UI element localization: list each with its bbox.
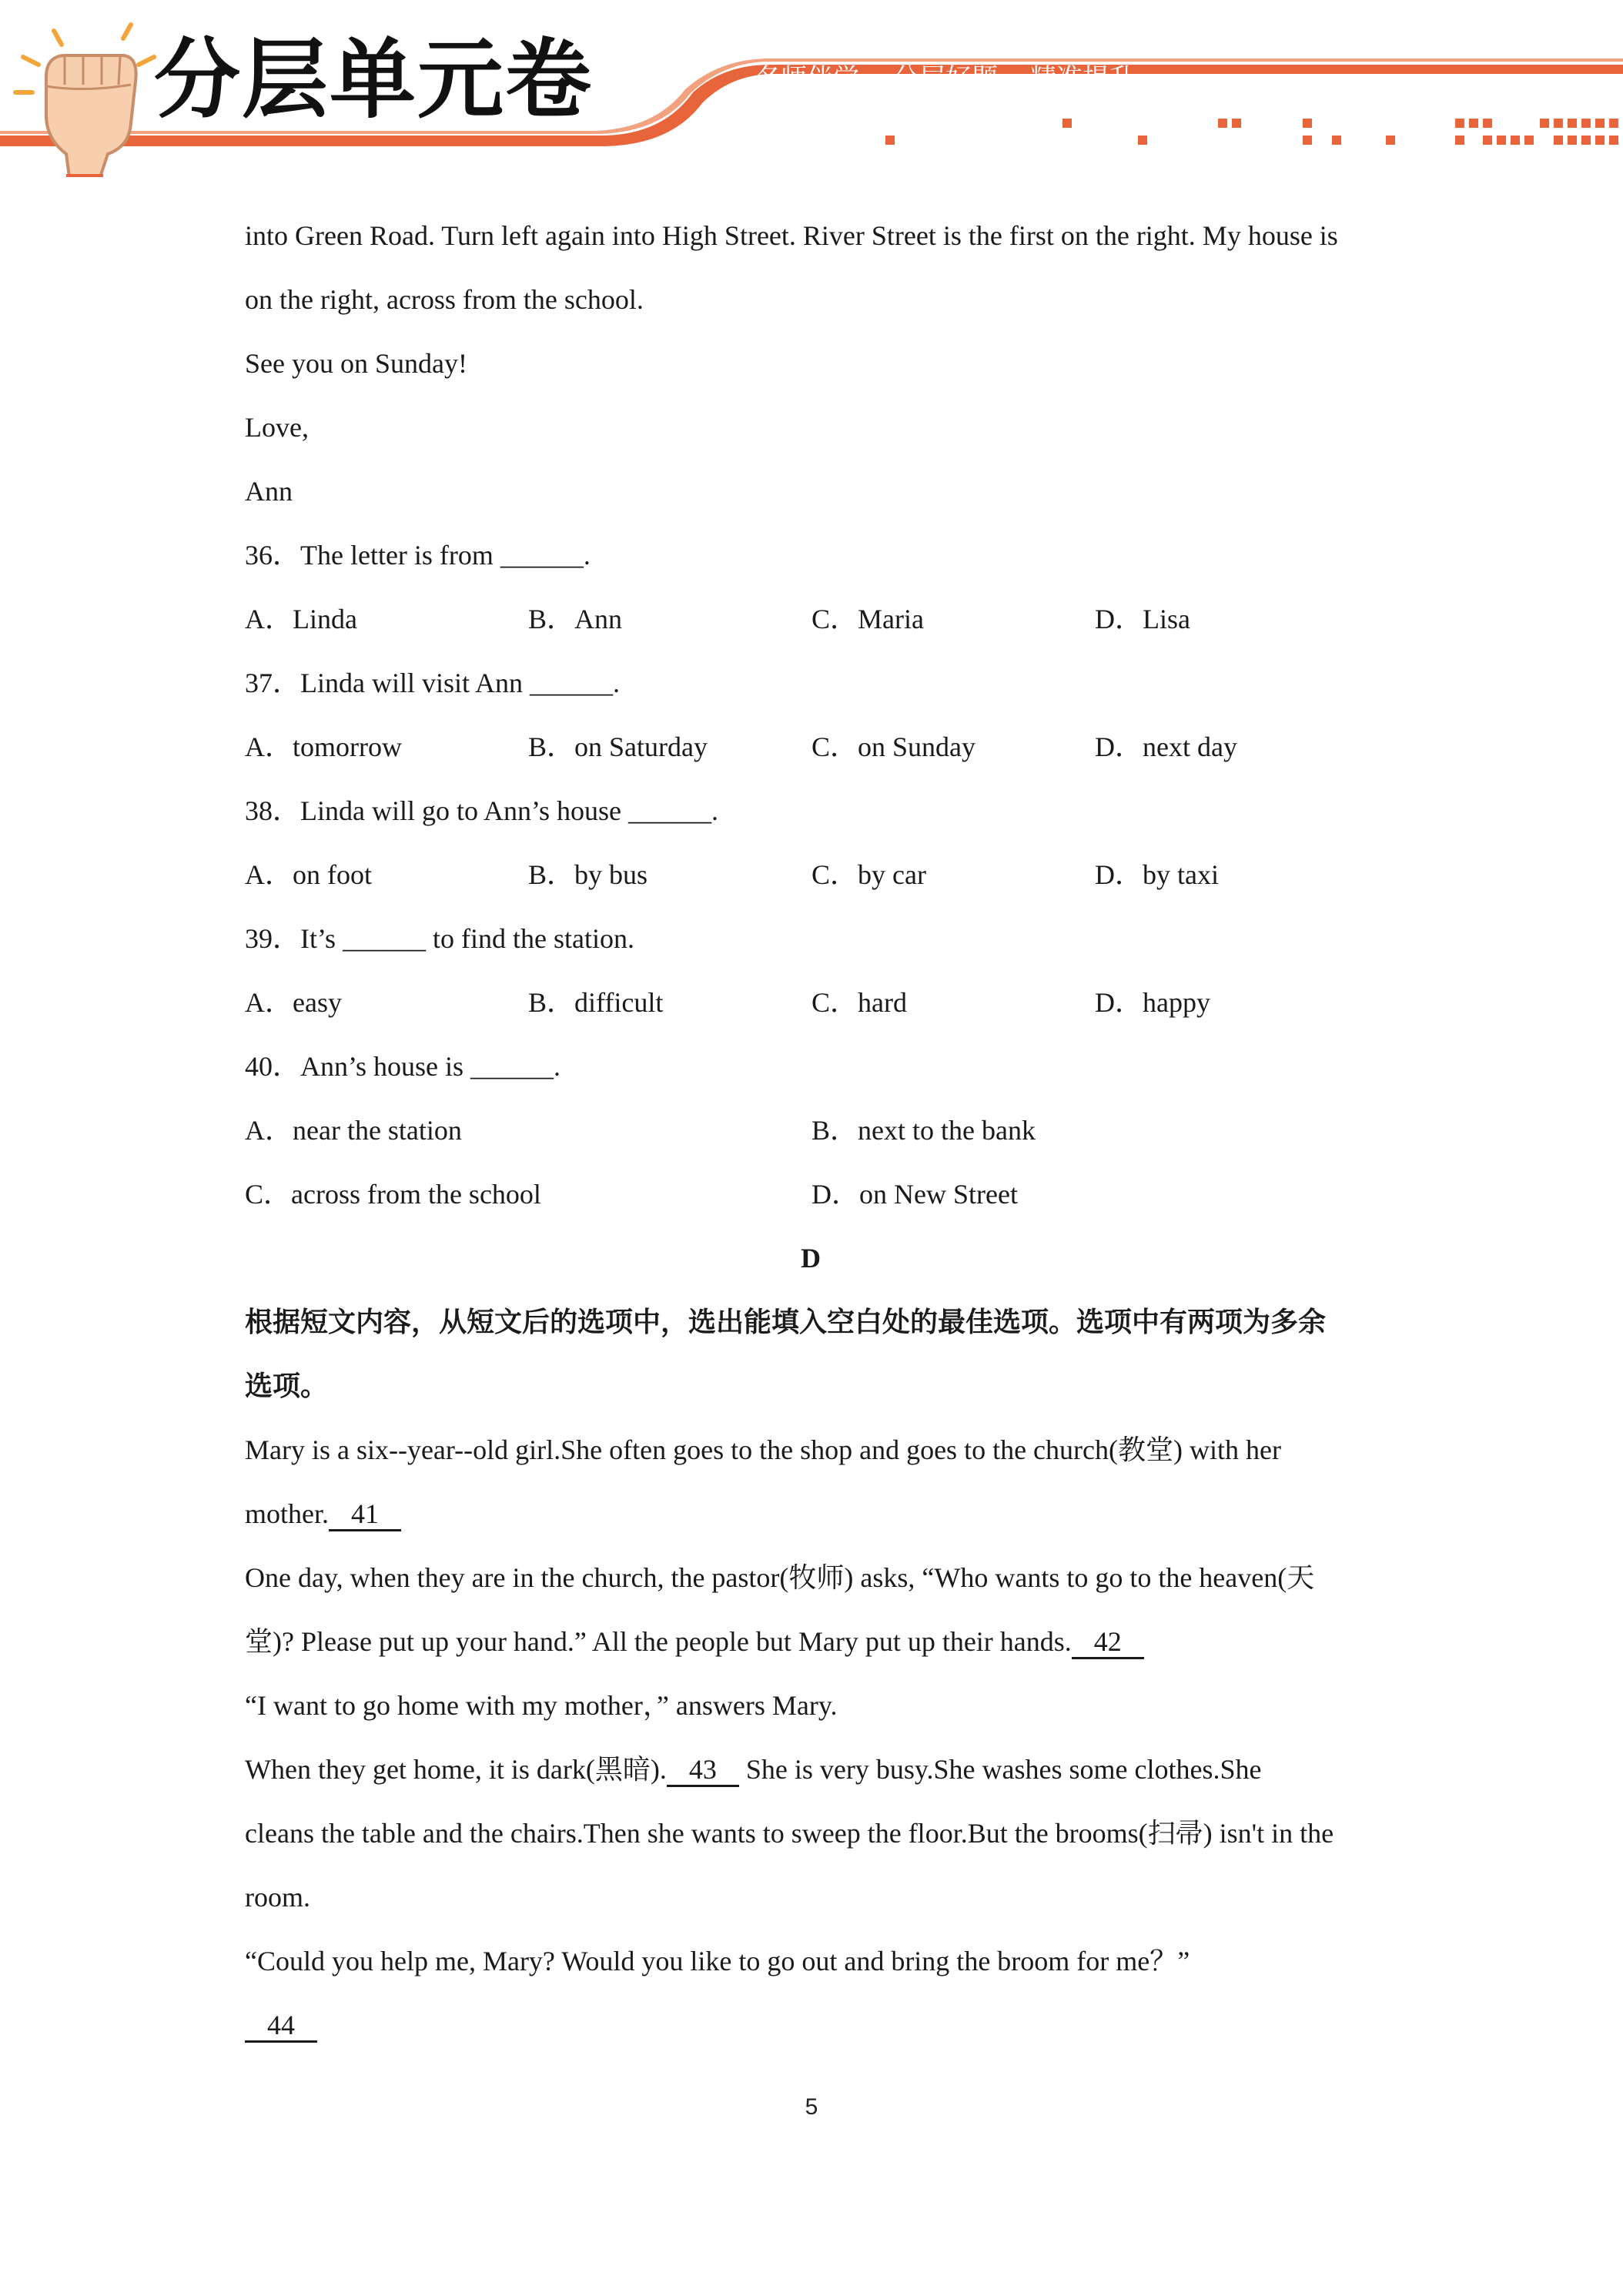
option-b[interactable]: B．on Saturday [528,731,708,762]
option-c[interactable]: C．on Sunday [812,731,976,762]
passage-line: Ann [245,476,293,507]
passage-text: “Could you help me, Mary? Would you like to go out and bring the broom for me？” [245,1946,1190,1976]
option-a[interactable]: A．tomorrow [245,731,402,762]
options-40-row2 [245,1163,1400,1227]
passage-text: One day, when they are in the church, the pastor(牧师) asks, “Who wants to go to the heaven(天 [245,1562,1315,1593]
passage-line: on the right, across from the school. [245,284,644,315]
options-38 [245,843,1400,907]
question-stem-36: 36．The letter is from ______. [245,540,591,571]
passage-line: into Green Road. Turn left again into High Street. River Street is the first on the right. My house is [245,220,1338,251]
options-36 [245,587,1400,651]
passage-line [245,1610,1400,1674]
option-c[interactable]: C．across from the school [245,1179,541,1210]
option-b[interactable]: B．difficult [528,987,664,1018]
passage-text: “I want to go home with my mother，” answers Mary. [245,1690,838,1721]
option-c[interactable]: C．Maria [812,604,924,634]
passage-line: Love, [245,412,309,443]
option-b[interactable]: B．Ann [528,604,623,634]
option-c[interactable]: C．by car [812,859,926,890]
passage-text: 堂)? Please put up your hand.” All the people but Mary put up their hands. [245,1626,1072,1657]
section-instruction-cont: 选项。 [245,1371,329,1402]
option-a[interactable]: A．on foot [245,859,372,890]
option-a[interactable]: A．easy [245,987,342,1018]
passage-text: mother. [245,1498,329,1529]
question-stem-38: 38．Linda will go to Ann’s house ______. [245,795,718,826]
fist-icon [15,25,154,177]
option-b[interactable]: B．by bus [528,859,648,890]
page-number: 5 [805,2094,818,2120]
options-39 [245,971,1400,1035]
option-c[interactable]: C．hard [812,987,907,1018]
question-stem-39: 39．It’s ______ to find the station. [245,923,634,954]
passage-text: Mary is a six--year--old girl.She often goes to the shop and goes to the church(教堂) with her [245,1434,1281,1465]
passage-line: See you on Sunday! [245,348,467,379]
decorative-squares [885,119,1618,145]
passage-line [245,1930,1400,1993]
brand-title: 分层单元卷 [154,30,593,130]
options-40-row1 [245,1099,1400,1163]
option-b[interactable]: B．next to the bank [812,1115,1036,1146]
blank-44[interactable]: 44 [245,2010,317,2043]
blank-43[interactable]: 43 [667,1754,739,1787]
blank-42[interactable]: 42 [1072,1626,1144,1659]
page-header [0,0,1623,177]
section-instruction: 根据短文内容，从短文后的选项中，选出能填入空白处的最佳选项。选项中有两项为多余 [245,1307,1327,1338]
slogan-3: 精准提升 [1030,63,1135,94]
passage-text: cleans the table and the chairs.Then she wants to sweep the floor.But the brooms(扫帚) isn't in the [245,1818,1334,1849]
passage-line [245,1738,1400,1802]
passage-line [245,1993,1400,2057]
passage-line [245,1482,1400,1546]
option-d[interactable]: D．next day [1095,731,1237,762]
question-stem-40: 40．Ann’s house is ______. [245,1051,561,1082]
page-content [245,204,1400,2057]
slogan-2: 分层好题 [893,63,998,94]
options-37 [245,715,1400,779]
slogan-1: 名师伴学 [755,63,859,94]
passage-line [245,1674,1400,1738]
blank-41[interactable]: 41 [329,1498,401,1531]
option-d[interactable]: D．by taxi [1095,859,1219,890]
passage-line [245,1418,1400,1482]
option-d[interactable]: D．happy [1095,987,1210,1018]
section-heading: D [801,1243,821,1274]
question-stem-37: 37．Linda will visit Ann ______. [245,668,621,698]
option-d[interactable]: D．Lisa [1095,604,1190,634]
option-a[interactable]: A．Linda [245,604,357,634]
passage-text: room. [245,1882,310,1913]
passage-line [245,1802,1400,1866]
option-a[interactable]: A．near the station [245,1115,462,1146]
passage-line [245,1546,1400,1610]
passage-line [245,1866,1400,1930]
passage-text: She is very busy.She washes some clothes.She [738,1754,1262,1785]
passage-text: When they get home, it is dark(黑暗). [245,1754,667,1785]
option-d[interactable]: D．on New Street [812,1179,1018,1210]
